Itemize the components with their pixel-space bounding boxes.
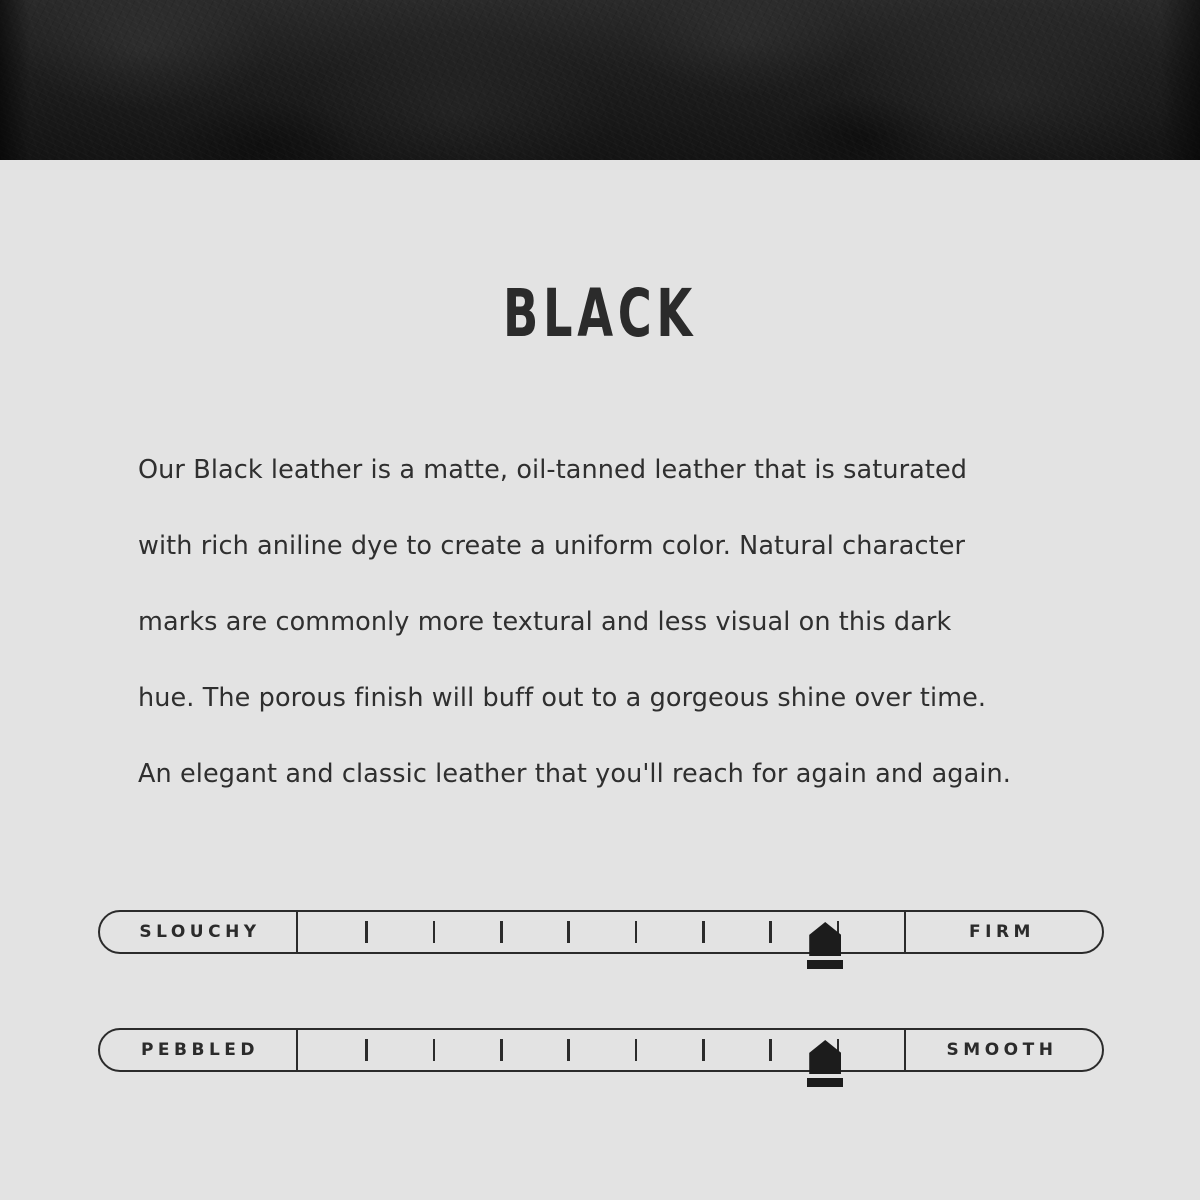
slider-texture-right-label: SMOOTH <box>904 1030 1102 1070</box>
slider-tick <box>365 1039 368 1061</box>
slider-firmness-left-label: SLOUCHY <box>100 912 298 952</box>
slider-texture-left-label: PEBBLED <box>100 1030 298 1070</box>
slider-tick <box>769 921 772 943</box>
content-panel <box>0 160 1200 1200</box>
slider-texture-track[interactable] <box>298 1030 904 1070</box>
slider-tick <box>500 1039 503 1061</box>
slider-thumb-pointer-icon <box>809 922 841 956</box>
slider-tick <box>365 921 368 943</box>
description-line-2: with rich aniline dye to create a uniform color. Natural character <box>138 531 966 561</box>
slider-tick <box>769 1039 772 1061</box>
description-line-1: Our Black leather is a matte, oil-tanned leather that is saturated <box>138 455 968 485</box>
slider-tick <box>433 1039 436 1061</box>
slider-thumb-pointer-icon <box>809 1040 841 1074</box>
slider-firmness-right-label: FIRM <box>904 912 1102 952</box>
leather-texture-hero <box>0 0 1200 160</box>
slider-tick <box>702 1039 705 1061</box>
slider-firmness-track-group[interactable] <box>98 910 1104 954</box>
hero-right-shadow <box>1160 0 1200 160</box>
slider-texture[interactable] <box>98 1028 1104 1072</box>
slider-thumb[interactable] <box>803 922 847 976</box>
description-text <box>138 432 1072 812</box>
description-line-5: An elegant and classic leather that you'll reach for again and again. <box>138 759 1011 789</box>
slider-thumb-bar <box>807 960 843 969</box>
slider-tick <box>702 921 705 943</box>
slider-tick <box>635 921 638 943</box>
slider-firmness-track[interactable] <box>298 912 904 952</box>
slider-firmness[interactable] <box>98 910 1104 954</box>
slider-thumb[interactable] <box>803 1040 847 1094</box>
slider-thumb-bar <box>807 1078 843 1087</box>
description-line-3: marks are commonly more textural and less visual on this dark <box>138 607 952 637</box>
slider-texture-track-group[interactable] <box>98 1028 1104 1072</box>
leather-grain-overlay <box>0 0 1200 160</box>
slider-tick <box>567 1039 570 1061</box>
slider-tick <box>433 921 436 943</box>
slider-tick <box>567 921 570 943</box>
description-line-4: hue. The porous finish will buff out to a gorgeous shine over time. <box>138 683 987 713</box>
slider-tick <box>500 921 503 943</box>
hero-left-shadow <box>0 0 30 160</box>
page-title: BLACK <box>503 275 697 352</box>
slider-tick <box>635 1039 638 1061</box>
